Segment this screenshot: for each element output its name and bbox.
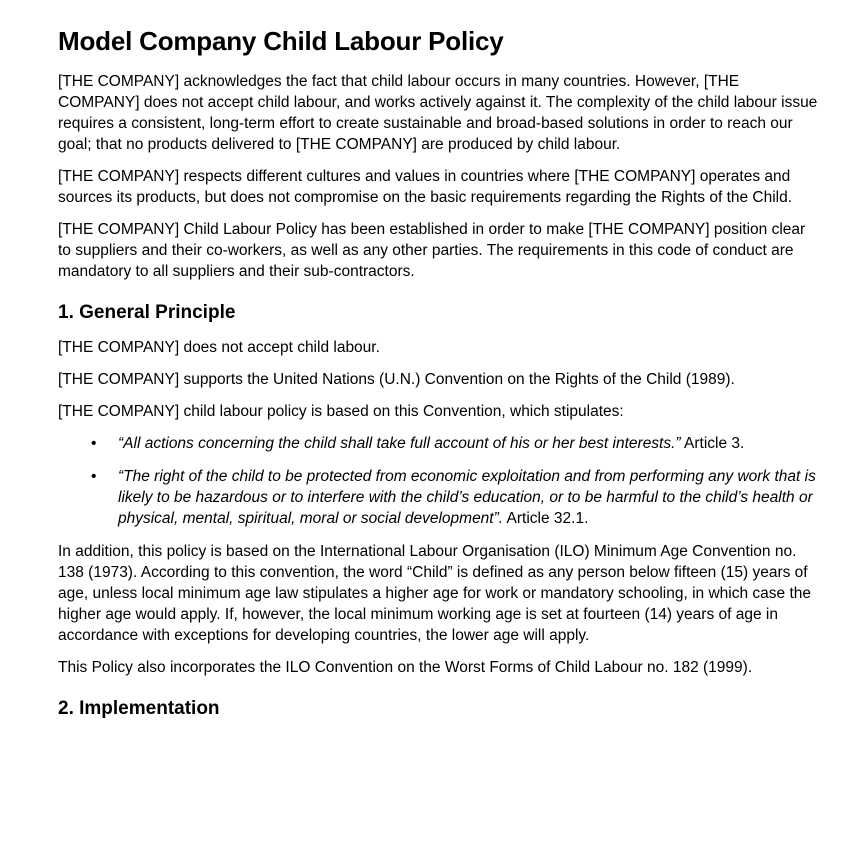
intro-paragraph: [THE COMPANY] Child Labour Policy has been established in order to make [THE COMPANY] position clear to suppliers and their co-workers, as well as any other parties. The requirements in this code of conduct are mandatory to all suppliers and their sub-contractors. [58,221,806,280]
bullet-item [118,466,818,529]
bullet-item [118,433,818,454]
convention-bullet-list [58,433,818,529]
body-paragraph: [THE COMPANY] child labour policy is based on this Convention, which stipulates: [58,403,624,420]
bullet-quote: “All actions concerning the child shall take full account of his or her best interests.” [118,435,681,452]
page-title: Model Company Child Labour Policy [58,26,504,56]
body-paragraph: In addition, this policy is based on the International Labour Organisation (ILO) Minimum Age Convention no. 138 (1973). According to this convention, the word “Child” is defined as any person below fifteen (15) years of age, unless local minimum age law stipulates a higher age for work or mandatory schooling, in which case the higher age would apply. If, however, the local minimum working age is set at fourteen (14) years of age in accordance with exceptions for developing countries, the lower age will apply. [58,543,811,644]
body-paragraph: [THE COMPANY] supports the United Nations (U.N.) Convention on the Rights of the Child (1989). [58,371,735,388]
bullet-reference: Article 32.1. [506,510,589,527]
body-paragraph: [THE COMPANY] does not accept child labour. [58,339,380,356]
section-heading-general-principle: 1. General Principle [58,302,236,323]
bullet-reference: Article 3. [684,435,745,452]
bullet-quote: “The right of the child to be protected from economic exploitation and from performing any work that is likely to be hazardous or to interfere with the child’s education, or to be harmful to the child’s health or physical, mental, spiritual, moral or social development”. [118,468,816,527]
section-heading-implementation: 2. Implementation [58,698,220,719]
intro-paragraph: [THE COMPANY] acknowledges the fact that child labour occurs in many countries. However, [THE COMPANY] does not accept child labour, and works actively against it. The complexity of the child labour issue requires a consistent, long-term effort to create sustainable and broad-based solutions in order to reach our goal; that no products delivered to [THE COMPANY] are produced by child labour. [58,73,818,153]
body-paragraph: This Policy also incorporates the ILO Convention on the Worst Forms of Child Labour no. 182 (1999). [58,659,753,676]
intro-paragraph: [THE COMPANY] respects different cultures and values in countries where [THE COMPANY] operates and sources its products, but does not compromise on the basic requirements regarding the Rights of the Child. [58,168,793,206]
